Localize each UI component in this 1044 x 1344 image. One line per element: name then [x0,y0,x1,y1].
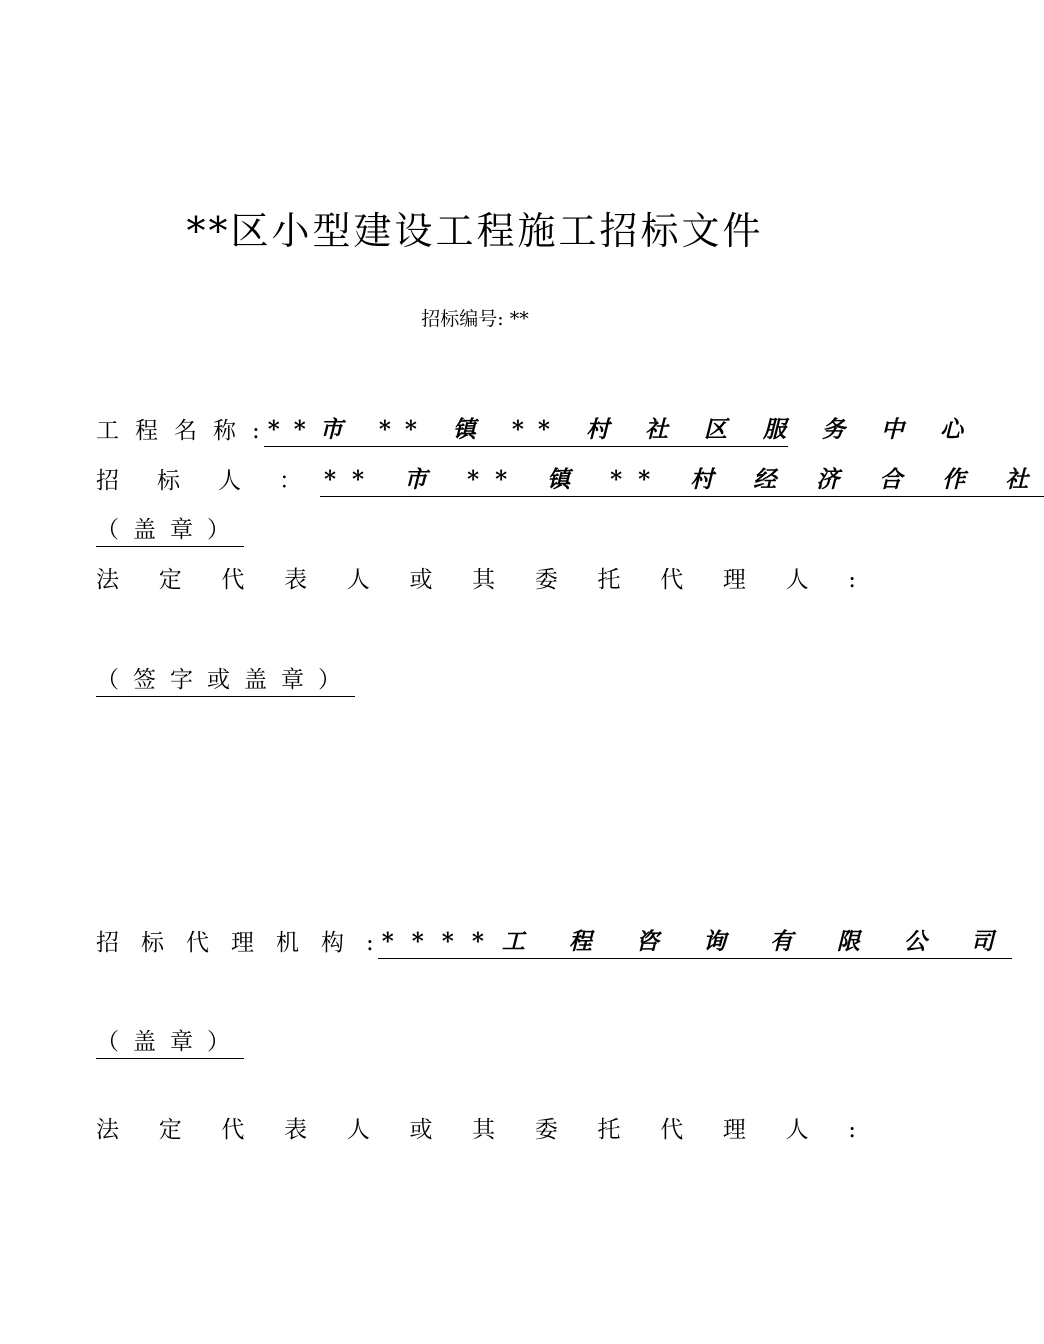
tenderer-stamp: （盖章） [96,514,244,547]
legal-rep-char: 人 [785,1117,809,1143]
agency-row [96,926,1012,959]
project-name-value: **市 ** 镇 ** 村 社 区 服 务 中 心 [264,414,788,447]
legal-rep-char: 定 [158,567,182,593]
legal-rep-char: 人 [785,567,809,593]
legal-rep-char: 理 [722,1117,746,1143]
tenderer-separator: ： [279,468,302,494]
tenderer-label: 招标人 [96,468,279,494]
legal-rep-char: 其 [472,567,496,593]
project-name-row [96,414,977,447]
tender-number: 招标编号: ** [421,308,529,330]
legal-rep-char: 委 [534,1117,558,1143]
legal-rep-char: 其 [472,1117,496,1143]
legal-rep-char: 代 [221,1117,245,1143]
agency-label: 招标代理机构 [96,930,366,956]
legal-rep-char: 托 [597,1117,621,1143]
legal-rep-char: 代 [221,567,245,593]
legal-representative-stamp: （签字或盖章） [96,664,355,697]
project-name-separator: : [252,418,260,444]
legal-rep-char: 代 [660,567,684,593]
legal-rep-char: 表 [284,567,308,593]
tenderer-row [96,464,1044,497]
legal-rep-char: 或 [409,567,433,593]
document-title: **区小型建设工程施工招标文件 [186,209,764,253]
agency-separator: : [366,930,374,956]
legal-rep-char: 代 [660,1117,684,1143]
legal-rep-char: : [848,567,856,593]
legal-rep-char: 托 [597,567,621,593]
legal-rep-char: 法 [96,567,119,593]
project-name-label: 工程名称 [96,418,252,444]
legal-rep-char: 委 [534,567,558,593]
legal-rep-char: 人 [346,567,370,593]
legal-rep-char: 或 [409,1117,433,1143]
agency-value: ****工 程 咨 询 有 限 公 司 [378,926,1012,959]
agency-stamp: （盖章） [96,1026,244,1059]
legal-rep-char: 理 [722,567,746,593]
legal-rep-char: : [848,1117,856,1143]
legal-rep-char: 法 [96,1117,119,1143]
tenderer-value: ** 市 ** 镇 ** 村 经 济 合 作 社 [320,464,1044,497]
legal-rep-char: 定 [158,1117,182,1143]
agency-legal-representative-line [96,1114,856,1146]
legal-rep-char: 表 [284,1117,308,1143]
legal-rep-char: 人 [346,1117,370,1143]
legal-representative-line [96,564,856,596]
